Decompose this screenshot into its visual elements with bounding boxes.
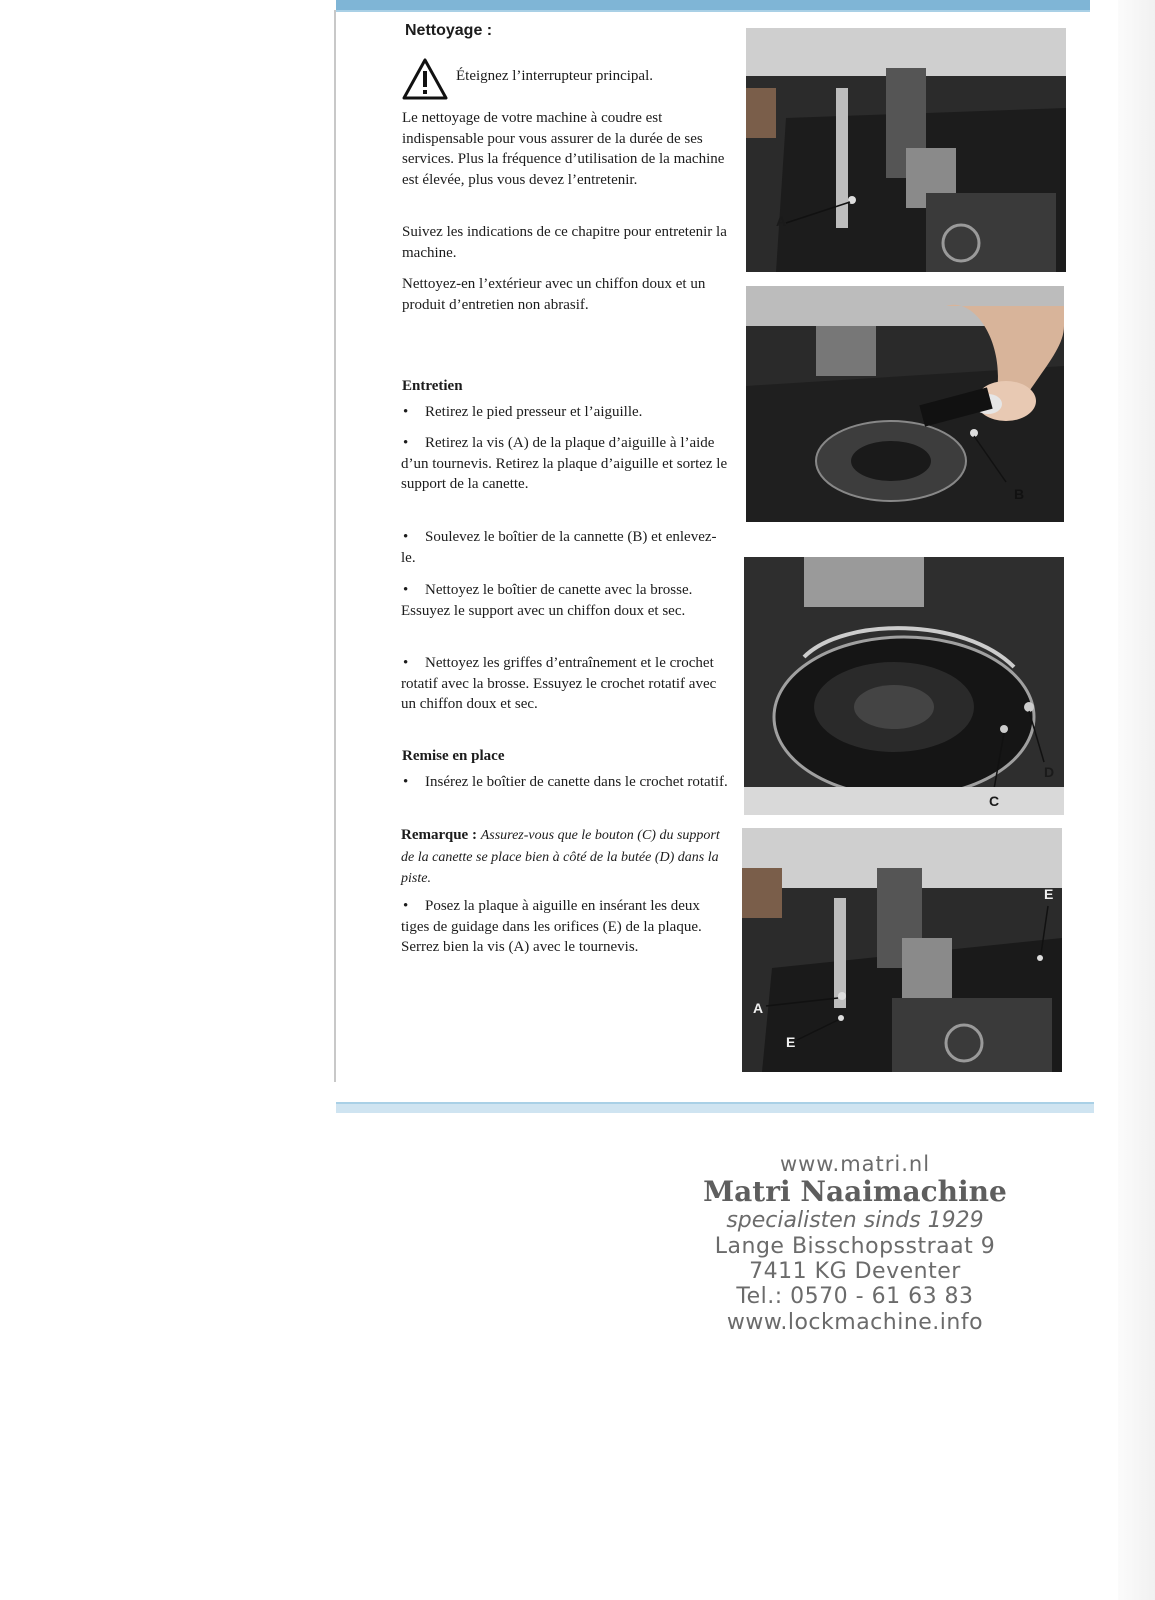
photo-label: C — [989, 793, 1000, 809]
reassembly-item: • Posez la plaque à aiguille en insérant les deux tiges de guidage dans les orifices (E) de la plaque. Serrez bien la vis (A) avec le tournevis. — [401, 898, 702, 955]
stamp-street: Lange Bisschopsstraat 9 — [714, 1233, 996, 1259]
photo-label: E — [786, 1034, 796, 1050]
stamp-city: 7411 KG Deventer — [749, 1258, 961, 1284]
maintenance-item: • Retirez le pied presseur et l’aiguille. — [403, 404, 643, 420]
photo-needle-plate-drawing — [746, 28, 1066, 272]
intro-paragraph-1: Le nettoyage de votre machine à coudre est indispensable pour vous assurer de la durée de ses services. Plus la fréquence d’utilisation de la machine est élevée, plus vous devez l’entretenir. — [402, 110, 725, 188]
intro-paragraph-3: Nettoyez-en l’extérieur avec un chiffon doux et un produit d’entretien non abrasif. — [402, 276, 706, 313]
intro-paragraph-2: Suivez les indications de ce chapitre pour entretenir la machine. — [402, 224, 727, 261]
stamp-phone: Tel.: 0570 - 61 63 83 — [736, 1284, 974, 1310]
photo-needle-plate — [746, 28, 1066, 272]
photo-reinstall-plate — [742, 828, 1062, 1072]
stamp-website-2[interactable]: www.lockmachine.info — [726, 1309, 984, 1335]
reassembly-title: Remise en place — [402, 748, 505, 764]
dealer-stamp — [700, 1152, 1010, 1335]
scan-edge-shadow — [1118, 0, 1155, 1600]
maintenance-item: • Soulevez le boîtier de la cannette (B) et enlevez-le. — [401, 529, 717, 566]
left-margin-rule — [334, 10, 336, 1082]
stamp-company-name: Matri Naaimachine — [703, 1175, 1007, 1209]
photo-rotary-hook-drawing — [744, 557, 1064, 815]
photo-label: D — [1044, 764, 1055, 780]
stamp-tagline: specialisten sinds 1929 — [726, 1208, 984, 1234]
photo-rotary-hook — [744, 557, 1064, 815]
photo-bobbin-case — [746, 286, 1064, 522]
reassembly-note: Remarque : Assurez-vous que le bouton (C) du support de la canette se place bien à côté de la butée (D) dans la piste. — [401, 827, 720, 886]
bottom-accent-rule — [336, 1102, 1094, 1113]
top-accent-rule — [336, 0, 1090, 12]
photo-label: B — [1014, 486, 1025, 502]
warning-triangle-icon — [402, 58, 448, 100]
section-heading: Nettoyage : — [405, 22, 493, 39]
photo-label: A — [776, 213, 787, 229]
maintenance-item: • Nettoyez le boîtier de canette avec la brosse. Essuyez le support avec un chiffon doux et sec. — [401, 582, 693, 619]
maintenance-item: • Retirez la vis (A) de la plaque d’aiguille à l’aide d’un tournevis. Retirez la plaque d’aiguille et sortez le support de la canette. — [401, 435, 728, 492]
reassembly-item: • Insérez le boîtier de canette dans le crochet rotatif. — [403, 774, 728, 790]
stamp-website[interactable]: www.matri.nl — [779, 1152, 931, 1176]
photo-label: E — [1044, 886, 1054, 902]
photo-label: A — [753, 1000, 764, 1016]
maintenance-title: Entretien — [402, 378, 463, 394]
warning-text: Éteignez l’interrupteur principal. — [456, 68, 653, 84]
maintenance-item: • Nettoyez les griffes d’entraînement et le crochet rotatif avec la brosse. Essuyez le crochet rotatif avec un chiffon doux et sec. — [401, 655, 717, 712]
warning-notice — [402, 58, 732, 100]
